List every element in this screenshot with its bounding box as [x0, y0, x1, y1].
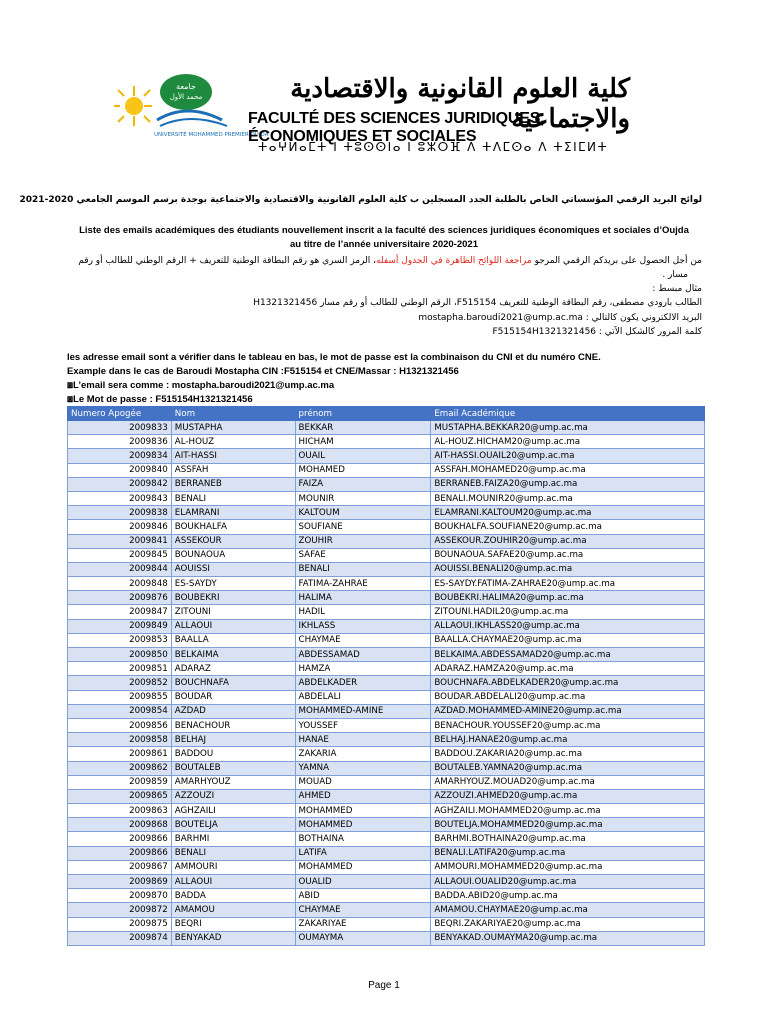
cell-prenom: CHAYMAE [295, 633, 431, 647]
cell-prenom: HANAE [295, 733, 431, 747]
cell-email: BOUBEKRI.HALIMA20@ump.ac.ma [431, 591, 705, 605]
cell-nom: BERRANEB [171, 477, 295, 491]
table-row [68, 846, 705, 860]
cell-nom: BOUKHALFA [171, 520, 295, 534]
cell-email: AMARHYOUZ.MOUAD20@ump.ac.ma [431, 775, 705, 789]
cell-prenom: LATIFA [295, 846, 431, 860]
bullet-icon: ⧆ [67, 394, 74, 405]
cell-apogee: 2009856 [68, 718, 172, 732]
table-header-row [68, 407, 705, 421]
page-number: Page 1 [368, 980, 400, 991]
cell-nom: BELKAIMA [171, 648, 295, 662]
table-row [68, 548, 705, 562]
bullet-icon: ⧆ [67, 380, 74, 391]
table-row [68, 875, 705, 889]
table-row [68, 704, 705, 718]
cell-prenom: BOTHAINA [295, 832, 431, 846]
cell-email: AIT-HASSI.OUAIL20@ump.ac.ma [431, 449, 705, 463]
cell-email: BOUCHNAFA.ABDELKADER20@ump.ac.ma [431, 676, 705, 690]
cell-apogee: 2009863 [68, 804, 172, 818]
cell-email: BELHAJ.HANAE20@ump.ac.ma [431, 733, 705, 747]
faculty-title-tifinagh: ⵜⴰⵖⵍⴰⵎⵜ ⵏ ⵜⵓⵙⵙⵏⴰ ⵏ ⵓⵣⵔⴼ ⴷ ⵜⴷⵎⵙⴰ ⴷ ⵜⵉⵏⵎⵍⵜ [258, 140, 609, 154]
arabic-example-student: الطالب بارودي مصطفى، رقم البطاقة الوطنية للتعريف F515154، الرقم الوطني للطالب أو رقم مسار H1321321456 [253, 298, 702, 308]
column-header-apogee: Numero Apogée [68, 407, 172, 421]
table-row [68, 889, 705, 903]
cell-nom: BOUNAOUA [171, 548, 295, 562]
table-row [68, 917, 705, 931]
table-row [68, 789, 705, 803]
arabic-example-password: كلمة المرور كالشكل الآتي : F515154H1321321456 [492, 327, 702, 337]
cell-email: ASSEKOUR.ZOUHIR20@ump.ac.ma [431, 534, 705, 548]
cell-apogee: 2009868 [68, 818, 172, 832]
cell-apogee: 2009843 [68, 491, 172, 505]
faculty-title-arabic: كلية العلوم القانونية والاقتصادية والاجتماعية [290, 74, 630, 134]
cell-email: BAALLA.CHAYMAE20@ump.ac.ma [431, 633, 705, 647]
table-row [68, 676, 705, 690]
table-row [68, 648, 705, 662]
cell-prenom: MOUAD [295, 775, 431, 789]
table-row [68, 520, 705, 534]
arabic-instructions-part1: من أجل الحصول على بريدكم الرقمي المرجو [534, 256, 702, 266]
cell-prenom: SOUFIANE [295, 520, 431, 534]
arabic-instructions-end: مسار . [662, 270, 688, 280]
cell-nom: BADDA [171, 889, 295, 903]
cell-apogee: 2009855 [68, 690, 172, 704]
table-row [68, 463, 705, 477]
french-note-password-text: Le Mot de passe : F515154H1321321456 [73, 394, 253, 405]
cell-prenom: AHMED [295, 789, 431, 803]
cell-apogee: 2009841 [68, 534, 172, 548]
university-logo [112, 72, 269, 147]
cell-apogee: 2009869 [68, 875, 172, 889]
table-row [68, 761, 705, 775]
cell-apogee: 2009851 [68, 662, 172, 676]
cell-nom: BENYAKAD [171, 931, 295, 945]
cell-email: BENYAKAD.OUMAYMA20@ump.ac.ma [431, 931, 705, 945]
table-row [68, 832, 705, 846]
cell-prenom: BEKKAR [295, 421, 431, 435]
cell-apogee: 2009842 [68, 477, 172, 491]
cell-email: BENACHOUR.YOUSSEF20@ump.ac.ma [431, 718, 705, 732]
cell-prenom: ZOUHIR [295, 534, 431, 548]
cell-nom: BEQRI [171, 917, 295, 931]
cell-nom: AIT-HASSI [171, 449, 295, 463]
cell-prenom: ABDESSAMAD [295, 648, 431, 662]
french-list-title-line2: au titre de l’année universitaire 2020-2021 [290, 239, 478, 250]
cell-email: BENALI.LATIFA20@ump.ac.ma [431, 846, 705, 860]
cell-apogee: 2009846 [68, 520, 172, 534]
cell-email: BOUKHALFA.SOUFIANE20@ump.ac.ma [431, 520, 705, 534]
cell-apogee: 2009858 [68, 733, 172, 747]
cell-nom: BOUBEKRI [171, 591, 295, 605]
cell-nom: BENACHOUR [171, 718, 295, 732]
cell-apogee: 2009854 [68, 704, 172, 718]
arabic-instructions-part2: ، الرمز السري هو رقم البطاقة الوطنية للتعريف + الرقم الوطني للطالب أو رقم [78, 256, 377, 266]
cell-apogee: 2009844 [68, 562, 172, 576]
cell-nom: ASSFAH [171, 463, 295, 477]
cell-prenom: MOHAMMED [295, 818, 431, 832]
cell-prenom: HALIMA [295, 591, 431, 605]
cell-apogee: 2009840 [68, 463, 172, 477]
cell-prenom: ABDELKADER [295, 676, 431, 690]
cell-prenom: CHAYMAE [295, 903, 431, 917]
cell-email: ES-SAYDY.FATIMA-ZAHRAE20@ump.ac.ma [431, 577, 705, 591]
french-list-title-line1: Liste des emails académiques des étudiants nouvellement inscrit a la faculté des sciences juridiques économiques et sociales d’Oujda [79, 225, 689, 236]
cell-prenom: KALTOUM [295, 506, 431, 520]
cell-prenom: HAMZA [295, 662, 431, 676]
cell-email: ASSFAH.MOHAMED20@ump.ac.ma [431, 463, 705, 477]
cell-email: ALLAOUI.OUALID20@ump.ac.ma [431, 875, 705, 889]
cell-prenom: MOHAMMED-AMINE [295, 704, 431, 718]
cell-nom: AOUISSI [171, 562, 295, 576]
cell-email: BADDA.ABID20@ump.ac.ma [431, 889, 705, 903]
student-email-table [67, 406, 705, 946]
table-row [68, 860, 705, 874]
cell-email: AZDAD.MOHAMMED-AMINE20@ump.ac.ma [431, 704, 705, 718]
table-row [68, 931, 705, 945]
cell-email: MUSTAPHA.BEKKAR20@ump.ac.ma [431, 421, 705, 435]
cell-prenom: OUAIL [295, 449, 431, 463]
cell-email: AMAMOU.CHAYMAE20@ump.ac.ma [431, 903, 705, 917]
cell-apogee: 2009836 [68, 435, 172, 449]
cell-nom: ASSEKOUR [171, 534, 295, 548]
cell-email: ZITOUNI.HADIL20@ump.ac.ma [431, 605, 705, 619]
table-row [68, 633, 705, 647]
cell-apogee: 2009845 [68, 548, 172, 562]
cell-apogee: 2009875 [68, 917, 172, 931]
cell-apogee: 2009850 [68, 648, 172, 662]
cell-prenom: BENALI [295, 562, 431, 576]
cell-apogee: 2009852 [68, 676, 172, 690]
cell-apogee: 2009867 [68, 860, 172, 874]
cell-prenom: MOHAMMED [295, 804, 431, 818]
cell-email: BOUNAOUA.SAFAE20@ump.ac.ma [431, 548, 705, 562]
column-header-nom: Nom [171, 407, 295, 421]
cell-apogee: 2009866 [68, 846, 172, 860]
cell-email: BENALI.MOUNIR20@ump.ac.ma [431, 491, 705, 505]
french-note-email-text: L’email sera comme : mostapha.baroudi2021@ump.ac.ma [73, 380, 335, 391]
table-row [68, 775, 705, 789]
table-row [68, 818, 705, 832]
cell-apogee: 2009862 [68, 761, 172, 775]
cell-nom: ADARAZ [171, 662, 295, 676]
cell-email: BARHMI.BOTHAINA20@ump.ac.ma [431, 832, 705, 846]
cell-nom: ALLAOUI [171, 619, 295, 633]
cell-email: BOUTELJA.MOHAMMED20@ump.ac.ma [431, 818, 705, 832]
cell-email: BEQRI.ZAKARIYAE20@ump.ac.ma [431, 917, 705, 931]
cell-apogee: 2009859 [68, 775, 172, 789]
table-row [68, 491, 705, 505]
cell-apogee: 2009853 [68, 633, 172, 647]
cell-prenom: FAIZA [295, 477, 431, 491]
faculty-title-french: FACULTÉ DES SCIENCES JURIDIQUES, ÉCONOMIQUES ET SOCIALES [248, 110, 545, 145]
cell-prenom: MOHAMED [295, 463, 431, 477]
cell-prenom: FATIMA-ZAHRAE [295, 577, 431, 591]
cell-apogee: 2009834 [68, 449, 172, 463]
table-row [68, 591, 705, 605]
cell-email: AOUISSI.BENALI20@ump.ac.ma [431, 562, 705, 576]
logo-arabic-text: جامعة [176, 82, 196, 91]
table-row [68, 804, 705, 818]
cell-nom: AMARHYOUZ [171, 775, 295, 789]
svg-text:محمد الأول: محمد الأول [169, 93, 203, 101]
table-row [68, 577, 705, 591]
table-row [68, 619, 705, 633]
table-row [68, 534, 705, 548]
cell-prenom: ZAKARIYAE [295, 917, 431, 931]
arabic-example-email: البريد الالكتروني يكون كالتالي : mostapha.baroudi2021@ump.ac.ma [418, 313, 702, 323]
cell-email: AGHZAILI.MOHAMMED20@ump.ac.ma [431, 804, 705, 818]
table-row [68, 605, 705, 619]
arabic-instructions-highlight: مراجعة اللوائح الظاهرة في الجدول أسفله [376, 256, 532, 266]
cell-nom: BOUTELJA [171, 818, 295, 832]
arabic-list-title: لوائح البريد الرقمي المؤسساتي الخاص بالطلبة الجدد المسجلين ب كلية العلوم القانونية والاقتصادية والاجتماعية بوجدة برسم الموسم الجامعي 2020-2021 [19, 195, 702, 205]
cell-nom: AMMOURI [171, 860, 295, 874]
cell-nom: BOUDAR [171, 690, 295, 704]
cell-prenom: OUMAYMA [295, 931, 431, 945]
table-row [68, 506, 705, 520]
cell-apogee: 2009866 [68, 832, 172, 846]
cell-email: ADARAZ.HAMZA20@ump.ac.ma [431, 662, 705, 676]
cell-email: BOUDAR.ABDELALI20@ump.ac.ma [431, 690, 705, 704]
cell-prenom: IKHLASS [295, 619, 431, 633]
cell-apogee: 2009861 [68, 747, 172, 761]
cell-apogee: 2009838 [68, 506, 172, 520]
svg-text:UNIVERSITÉ MOHAMMED PREMIER OU: UNIVERSITÉ MOHAMMED PREMIER OUJDA [154, 132, 269, 138]
french-note-example: Example dans le cas de Baroudi Mostapha CIN :F515154 et CNE/Massar : H1321321456 [67, 366, 459, 377]
cell-email: BADDOU.ZAKARIA20@ump.ac.ma [431, 747, 705, 761]
french-note-verify: les adresse email sont a vérifier dans le tableau en bas, le mot de passe est la combinaison du CNI et du numéro CNE. [67, 352, 601, 363]
cell-prenom: YOUSSEF [295, 718, 431, 732]
cell-email: ALLAOUI.IKHLASS20@ump.ac.ma [431, 619, 705, 633]
table-row [68, 435, 705, 449]
table-row [68, 562, 705, 576]
cell-apogee: 2009870 [68, 889, 172, 903]
cell-apogee: 2009848 [68, 577, 172, 591]
cell-email: BOUTALEB.YAMNA20@ump.ac.ma [431, 761, 705, 775]
cell-prenom: ABDELALI [295, 690, 431, 704]
cell-nom: BOUCHNAFA [171, 676, 295, 690]
table-row [68, 662, 705, 676]
cell-nom: BADDOU [171, 747, 295, 761]
cell-apogee: 2009865 [68, 789, 172, 803]
arabic-example-label: مثال مبسط : [652, 284, 702, 294]
table-row [68, 733, 705, 747]
cell-email: AZZOUZI.AHMED20@ump.ac.ma [431, 789, 705, 803]
cell-nom: AZZOUZI [171, 789, 295, 803]
cell-nom: ES-SAYDY [171, 577, 295, 591]
cell-prenom: ZAKARIA [295, 747, 431, 761]
arabic-instructions [62, 256, 702, 266]
cell-apogee: 2009849 [68, 619, 172, 633]
column-header-email: Email Académique [431, 407, 705, 421]
cell-nom: BARHMI [171, 832, 295, 846]
cell-nom: AL-HOUZ [171, 435, 295, 449]
cell-prenom: HICHAM [295, 435, 431, 449]
cell-prenom: SAFAE [295, 548, 431, 562]
cell-nom: BAALLA [171, 633, 295, 647]
cell-nom: ZITOUNI [171, 605, 295, 619]
cell-prenom: OUALID [295, 875, 431, 889]
university-logo-icon [112, 72, 269, 147]
cell-email: AMMOURI.MOHAMMED20@ump.ac.ma [431, 860, 705, 874]
faculty-header [0, 60, 768, 170]
cell-nom: BELHAJ [171, 733, 295, 747]
cell-apogee: 2009833 [68, 421, 172, 435]
french-note-email [67, 380, 334, 391]
table-row [68, 477, 705, 491]
cell-nom: BOUTALEB [171, 761, 295, 775]
cell-nom: AGHZAILI [171, 804, 295, 818]
cell-apogee: 2009847 [68, 605, 172, 619]
cell-apogee: 2009872 [68, 903, 172, 917]
table-row [68, 903, 705, 917]
cell-nom: MUSTAPHA [171, 421, 295, 435]
cell-nom: BENALI [171, 846, 295, 860]
column-header-prenom: prénom [295, 407, 431, 421]
cell-prenom: YAMNA [295, 761, 431, 775]
cell-email: BERRANEB.FAIZA20@ump.ac.ma [431, 477, 705, 491]
french-note-password [67, 394, 253, 405]
table-row [68, 690, 705, 704]
table-row [68, 718, 705, 732]
cell-prenom: MOHAMMED [295, 860, 431, 874]
cell-nom: AMAMOU [171, 903, 295, 917]
cell-prenom: HADIL [295, 605, 431, 619]
cell-nom: ALLAOUI [171, 875, 295, 889]
table-row [68, 421, 705, 435]
table-body [68, 421, 705, 946]
cell-prenom: MOUNIR [295, 491, 431, 505]
cell-nom: BENALI [171, 491, 295, 505]
cell-nom: AZDAD [171, 704, 295, 718]
table-row [68, 449, 705, 463]
table-row [68, 747, 705, 761]
cell-email: BELKAIMA.ABDESSAMAD20@ump.ac.ma [431, 648, 705, 662]
cell-apogee: 2009876 [68, 591, 172, 605]
cell-email: ELAMRANI.KALTOUM20@ump.ac.ma [431, 506, 705, 520]
cell-email: AL-HOUZ.HICHAM20@ump.ac.ma [431, 435, 705, 449]
cell-apogee: 2009874 [68, 931, 172, 945]
cell-prenom: ABID [295, 889, 431, 903]
cell-nom: ELAMRANI [171, 506, 295, 520]
